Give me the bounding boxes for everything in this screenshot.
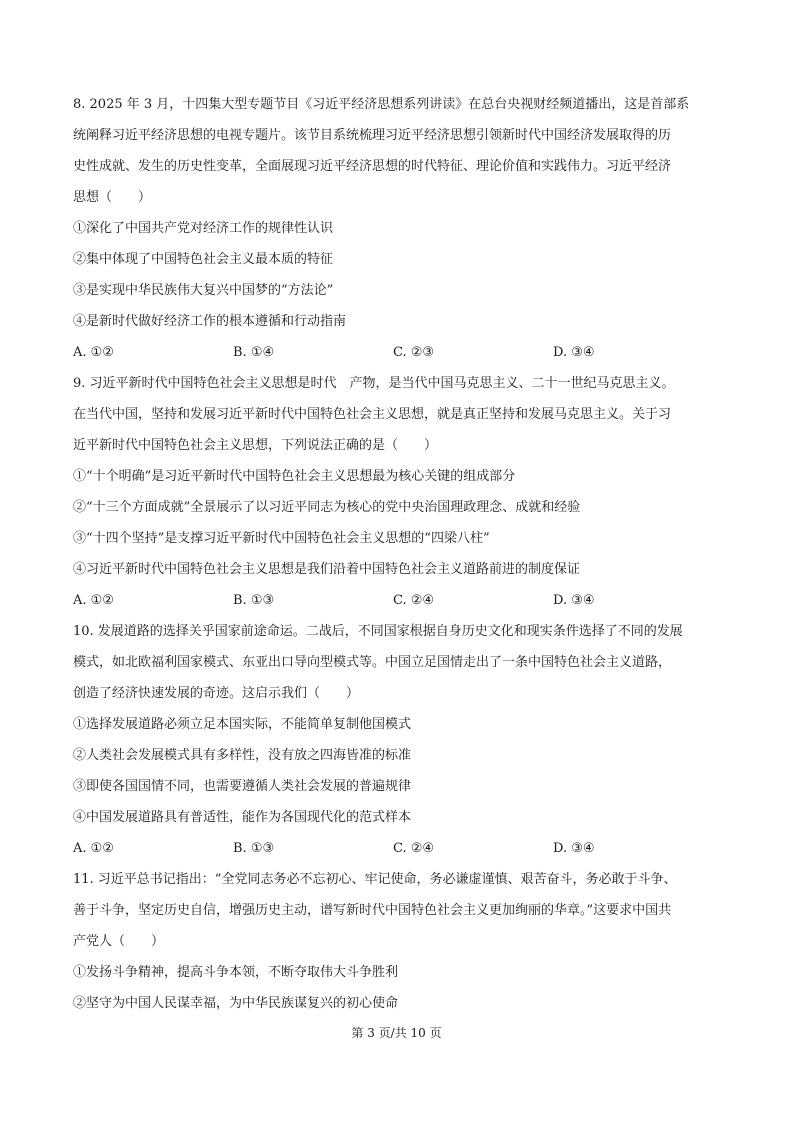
answer-option-c: C. ②④	[393, 593, 435, 608]
answer-option-a: A. ①②	[73, 345, 114, 360]
statement-item: ②坚守为中国人民谋幸福，为中华民族谋复兴的初心使命	[73, 996, 399, 1011]
answer-option-c: C. ②③	[393, 345, 435, 360]
statement-item: ④是新时代做好经济工作的根本遵循和行动指南	[73, 314, 347, 329]
answer-option-c: C. ②④	[393, 841, 435, 856]
statement-item: ③“十四个坚持”是支撑习近平新时代中国特色社会主义思想的“四梁八柱”	[73, 531, 490, 546]
statement-item: ②“十三个方面成就”全景展示了以习近平同志为核心的党中央治国理政理念、成就和经验	[73, 500, 581, 515]
answer-option-d: D. ③④	[553, 345, 595, 360]
answer-option-b: B. ①④	[233, 345, 275, 360]
statement-item: ①发扬斗争精神，提高斗争本领，不断夺取伟大斗争胜利	[73, 965, 399, 980]
statement-item: ③是实现中华民族伟大复兴中国梦的“方法论”	[73, 283, 334, 298]
question-stem-line: 统阐释习近平经济思想的电视专题片。该节目系统梳理习近平经济思想引领新时代中国经济发展取得的历	[73, 128, 672, 143]
question-10	[73, 621, 723, 869]
question-list	[73, 94, 723, 1024]
answer-options	[73, 342, 723, 373]
question-stem-line: 8. 2025 年 3 月，十四集大型专题节目《习近平经济思想系列讲读》在总台央视财经频道播出，这是首部系	[73, 97, 690, 112]
answer-options	[73, 590, 723, 621]
question-stem-line: 11. 习近平总书记指出：“全党同志务必不忘初心、牢记使命，务必谦虚谨慎、艰苦奋斗，务必敢于斗争、	[73, 872, 677, 887]
question-stem-line: 10. 发展道路的选择关乎国家前途命运。二战后，不同国家根据自身历史文化和现实条件选择了不同的发展	[73, 624, 683, 639]
answer-option-b: B. ①③	[233, 593, 275, 608]
page-number-footer: 第 3 页/共 10 页	[351, 1026, 442, 1040]
question-9	[73, 373, 723, 621]
question-stem-line: 近平新时代中国特色社会主义思想，下列说法正确的是（ ）	[73, 438, 438, 453]
answer-option-b: B. ①③	[233, 841, 275, 856]
statement-item: ③即使各国国情不同，也需要遵循人类社会发展的普遍规律	[73, 779, 412, 794]
answer-option-a: A. ①②	[73, 593, 114, 608]
statement-item: ④中国发展道路具有普适性，能作为各国现代化的范式样本	[73, 810, 412, 825]
answer-option-a: A. ①②	[73, 841, 114, 856]
question-stem-line: 在当代中国，坚持和发展习近平新时代中国特色社会主义思想，就是真正坚持和发展马克思主义。关于习	[73, 407, 672, 422]
statement-item: ②人类社会发展模式具有多样性，没有放之四海皆准的标准	[73, 748, 412, 763]
statement-item: ④习近平新时代中国特色社会主义思想是我们沿着中国特色社会主义道路前进的制度保证	[73, 562, 581, 577]
question-11	[73, 869, 723, 1024]
question-stem-line: 史性成就、发生的历史性变革，全面展现习近平经济思想的时代特征、理论价值和实践伟力。习近平经济	[73, 159, 672, 174]
question-stem-line: 思想（ ）	[73, 190, 152, 205]
statement-item: ②集中体现了中国特色社会主义最本质的特征	[73, 252, 334, 267]
question-stem-line: 模式，如北欧福利国家模式、东亚出口导向型模式等。中国立足国情走出了一条中国特色社会主义道路，	[73, 655, 672, 670]
answer-options	[73, 838, 723, 869]
question-stem-line: 9. 习近平新时代中国特色社会主义思想是时代 产物，是当代中国马克思主义、二十一世纪马克思主义。	[73, 376, 675, 391]
question-stem-line: 创造了经济快速发展的奇迹。这启示我们（ ）	[73, 686, 360, 701]
answer-option-d: D. ③④	[553, 593, 595, 608]
statement-item: ①深化了中国共产党对经济工作的规律性认识	[73, 221, 334, 236]
statement-item: ①“十个明确”是习近平新时代中国特色社会主义思想最为核心关键的组成部分	[73, 469, 516, 484]
answer-option-d: D. ③④	[553, 841, 595, 856]
question-8	[73, 94, 723, 373]
statement-item: ①选择发展道路必须立足本国实际，不能简单复制他国模式	[73, 717, 412, 732]
question-stem-line: 善于斗争，坚定历史自信，增强历史主动，谱写新时代中国特色社会主义更加绚丽的华章。”这要求中国共	[73, 903, 672, 918]
question-stem-line: 产党人（ ）	[73, 934, 165, 949]
